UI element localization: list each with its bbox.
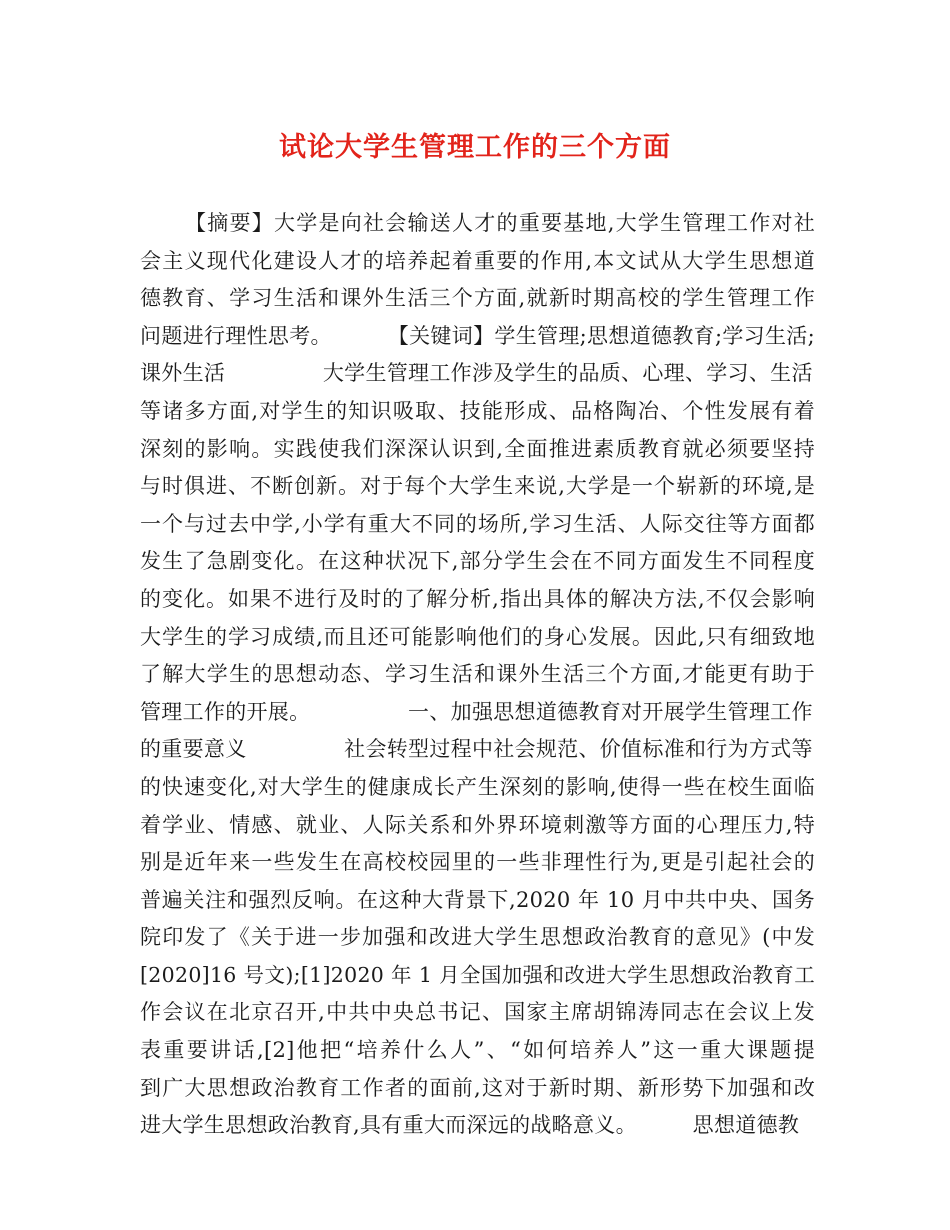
body-line: 作会议在北京召开,中共中央总书记、国家主席胡锦涛同志在会议上发 <box>140 1000 815 1025</box>
body-line: 等诸多方面,对学生的知识吸取、技能形成、品格陶冶、个性发展有着 <box>140 398 815 423</box>
body-line: 问题进行理性思考。 【关键词】学生管理;思想道德教育;学习生活; <box>140 323 815 348</box>
body-line: [2020]16 号文);[1]2020 年 1 月全国加强和改进大学生思想政治教育工 <box>140 962 815 987</box>
body-line: 进大学生思想政治教育,具有重大而深远的战略意义。 思想道德教 <box>140 1113 800 1138</box>
document-body <box>140 205 815 1145</box>
body-line: 大学生的学习成绩,而且还可能影响他们的身心发展。因此,只有细致地 <box>140 624 815 649</box>
body-line: 管理工作的开展。 一、加强思想道德教育对开展学生管理工作 <box>140 699 813 724</box>
body-line: 发生了急剧变化。在这种状况下,部分学生会在不同方面发生不同程度 <box>140 549 815 574</box>
body-line: 会主义现代化建设人才的培养起着重要的作用,本文试从大学生思想道 <box>140 248 815 273</box>
line-text: 【摘要】大学是向社会输送人才的重要基地,大学生管理工作对社 <box>184 211 815 235</box>
body-line: 的变化。如果不进行及时的了解分析,指出具体的解决方法,不仅会影响 <box>140 586 815 611</box>
body-line: 的快速变化,对大学生的健康成长产生深刻的影响,使得一些在校生面临 <box>140 774 815 799</box>
body-line: 普遍关注和强烈反响。在这种大背景下,2020 年 10 月中共中央、国务 <box>140 887 815 912</box>
body-line: 深刻的影响。实践使我们深深认识到,全面推进素质教育就必须要坚持 <box>140 436 815 461</box>
body-line: 着学业、情感、就业、人际关系和外界环境刺激等方面的心理压力,特 <box>140 812 815 837</box>
body-line: 别是近年来一些发生在高校校园里的一些非理性行为,更是引起社会的 <box>140 850 815 875</box>
body-line: 课外生活 大学生管理工作涉及学生的品质、心理、学习、生活 <box>140 361 813 386</box>
body-line: 了解大学生的思想动态、学习生活和课外生活三个方面,才能更有助于 <box>140 662 815 687</box>
body-line: 一个与过去中学,小学有重大不同的场所,学习生活、人际交往等方面都 <box>140 511 815 536</box>
body-line: 的重要意义 社会转型过程中社会规范、价值标准和行为方式等 <box>140 737 813 762</box>
body-line: 表重要讲话,[2]他把“培养什么人”、“如何培养人”这一重大课题提 <box>140 1038 815 1063</box>
body-line: 到广大思想政治教育工作者的面前,这对于新时期、新形势下加强和改 <box>140 1075 815 1100</box>
body-line <box>140 205 815 243</box>
body-line: 与时俱进、不断创新。对于每个大学生来说,大学是一个崭新的环境,是 <box>140 474 815 499</box>
body-line: 德教育、学习生活和课外生活三个方面,就新时期高校的学生管理工作 <box>140 286 815 311</box>
document-title: 试论大学生管理工作的三个方面 <box>279 132 671 163</box>
body-line: 院印发了《关于进一步加强和改进大学生思想政治教育的意见》(中发 <box>140 925 815 950</box>
